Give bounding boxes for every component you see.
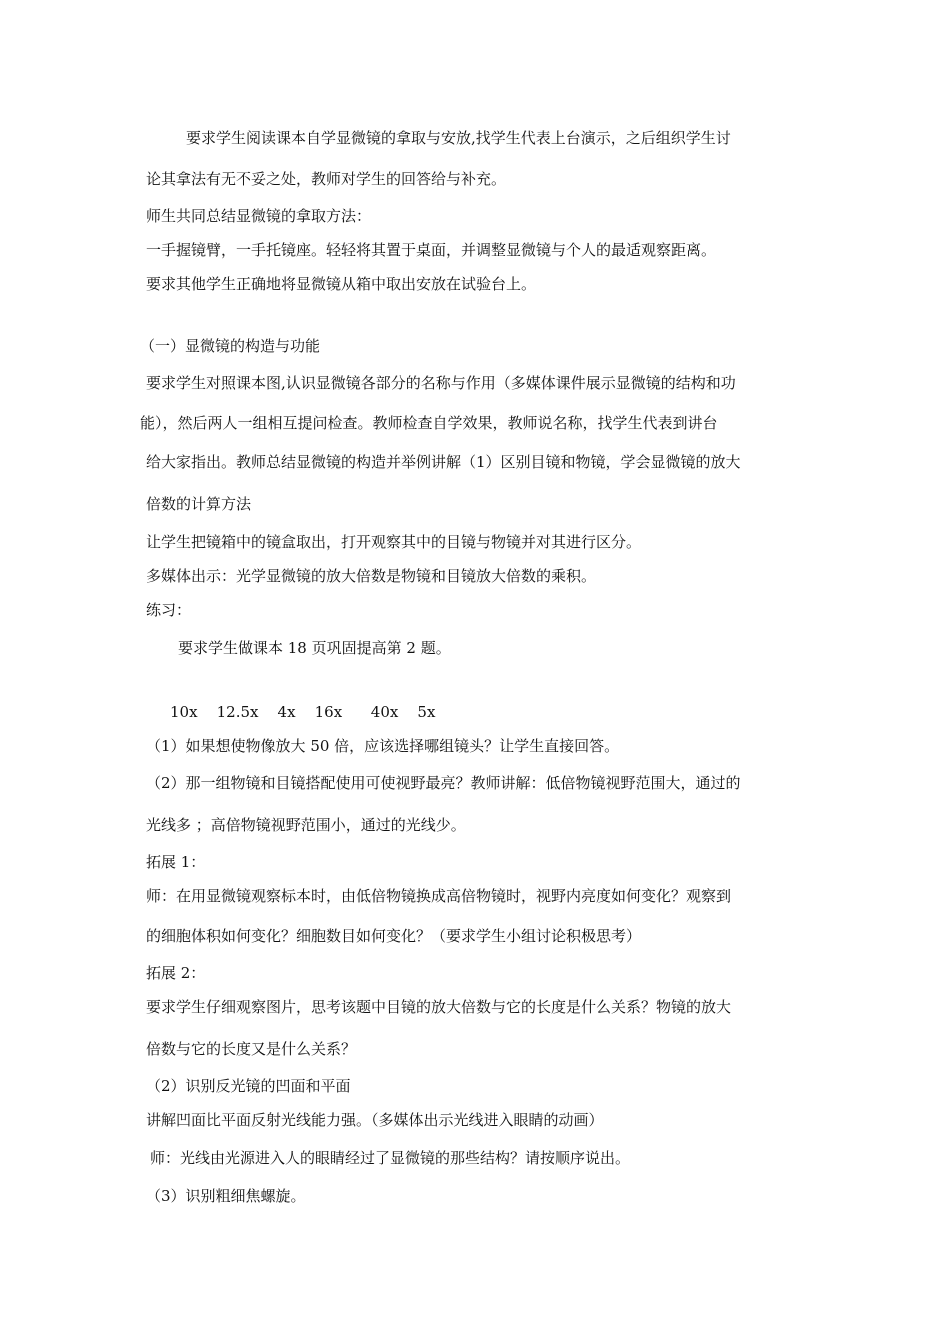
- paragraph-line: 多媒体出示：光学显微镜的放大倍数是物镜和目镜放大倍数的乘积。: [146, 567, 597, 585]
- paragraph-line: 师：光线由光源进入人的眼睛经过了显微镜的那些结构？请按顺序说出。: [150, 1149, 631, 1167]
- paragraph-line: （3）识别粗细焦螺旋。: [146, 1187, 306, 1205]
- section-heading: （一）显微镜的构造与功能: [140, 337, 321, 355]
- paragraph-line: 要求其他学生正确地将显微镜从箱中取出安放在试验台上。: [146, 275, 537, 293]
- paragraph-line: 练习：: [146, 601, 192, 619]
- paragraph-line: 要求学生做课本 18 页巩固提高第 2 题。: [178, 639, 451, 657]
- paragraph-line: 要求学生仔细观察图片，思考该题中目镜的放大倍数与它的长度是什么关系？物镜的放大: [146, 998, 732, 1016]
- paragraph-line: 一手握镜臂，一手托镜座。轻轻将其置于桌面，并调整显微镜与个人的最适观察距离。: [146, 241, 717, 259]
- paragraph-line: 要求学生阅读课本自学显微镜的拿取与安放,找学生代表上台演示，之后组织学生讨: [186, 129, 731, 147]
- paragraph-line: （1）如果想使物像放大 50 倍，应该选择哪组镜头？让学生直接回答。: [146, 737, 620, 755]
- paragraph-line: 倍数的计算方法: [146, 495, 252, 513]
- paragraph-line: 拓展 2：: [146, 964, 206, 982]
- paragraph-line: 要求学生对照课本图,认识显微镜各部分的名称与作用（多媒体课件展示显微镜的结构和功: [146, 374, 736, 392]
- paragraph-line: 论其拿法有无不妥之处，教师对学生的回答给与补充。: [146, 170, 507, 188]
- paragraph-line: 能），然后两人一组相互提问检查。教师检查自学效果，教师说名称，找学生代表到讲台: [140, 414, 718, 432]
- lens-list: 10x 12.5x 4x 16x 40x 5x: [170, 703, 436, 721]
- paragraph-line: 的细胞体积如何变化？细胞数目如何变化？（要求学生小组讨论积极思考）: [146, 927, 642, 945]
- paragraph-line: 给大家指出。教师总结显微镜的构造并举例讲解（1）区别目镜和物镜，学会显微镜的放大: [146, 453, 741, 471]
- paragraph-line: 让学生把镜箱中的镜盒取出，打开观察其中的目镜与物镜并对其进行区分。: [146, 533, 642, 551]
- paragraph-line: 师生共同总结显微镜的拿取方法：: [146, 207, 372, 225]
- paragraph-line: 讲解凹面比平面反射光线能力强。（多媒体出示光线进入眼睛的动画）: [146, 1111, 604, 1129]
- paragraph-line: （2）那一组物镜和目镜搭配使用可使视野最亮？教师讲解：低倍物镜视野范围大，通过的: [146, 774, 741, 792]
- paragraph-line: 倍数与它的长度又是什么关系？: [146, 1040, 357, 1058]
- paragraph-line: 光线多 ；高倍物镜视野范围小，通过的光线少。: [146, 816, 466, 834]
- paragraph-line: 拓展 1：: [146, 853, 206, 871]
- paragraph-line: （2）识别反光镜的凹面和平面: [146, 1077, 351, 1095]
- paragraph-line: 师：在用显微镜观察标本时，由低倍物镜换成高倍物镜时，视野内亮度如何变化？观察到: [146, 887, 732, 905]
